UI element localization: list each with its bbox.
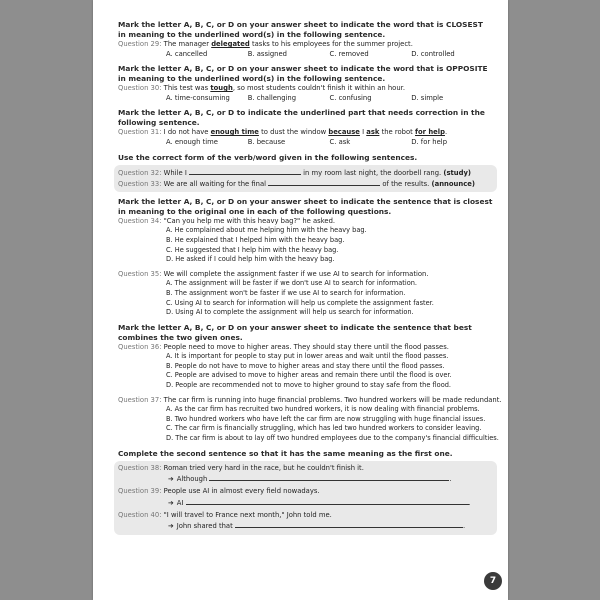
option-a[interactable]: A. It is important for people to stay put in lower areas and wait until the flood passes. <box>166 352 449 361</box>
question-29: Question 29: The manager delegated tasks to his employees for the summer project. <box>118 40 413 48</box>
option-c[interactable]: C. removed <box>329 49 369 58</box>
option-b[interactable]: B. Two hundred workers who have left the car firm are now struggling with huge financial issues. <box>166 414 486 423</box>
question-39: Question 39: People use AI in almost every field nowadays. <box>118 487 320 496</box>
answer-blank[interactable] <box>189 167 301 175</box>
option-a[interactable]: A. time-consuming <box>166 93 230 102</box>
question-number: Question 40: <box>118 510 162 519</box>
question-40: Question 40: "I will travel to France next month," John told me. <box>118 510 332 519</box>
options-30 <box>118 94 493 104</box>
question-31: Question 31: I do not have enough time to dust the window because I ask the robot for help. <box>118 128 448 137</box>
option-d[interactable]: D. simple <box>411 93 444 102</box>
answer-line-38: ➔ Although . <box>168 475 452 484</box>
answer-blank[interactable] <box>186 497 469 505</box>
instruction-opposite: Mark the letter A, B, C, or D on your answer sheet to indicate the word that is OPPOSITE in meaning to the underlined word(s) in the following sentence. <box>118 64 488 84</box>
answer-line-40: ➔ John shared that . <box>168 522 466 531</box>
question-35: Question 35: We will complete the assignment faster if we use AI to search for information. <box>118 269 429 278</box>
option-b[interactable]: B. challenging <box>247 93 297 102</box>
option-b[interactable]: B. The assignment won't be faster if we use AI to search for information. <box>166 288 406 297</box>
underlined-word: delegated <box>211 40 250 48</box>
option-c[interactable]: C. The car firm is financially struggling, which has led two hundred workers to consider leaving. <box>166 424 482 433</box>
option-d[interactable]: D. for help <box>411 137 448 146</box>
question-number: Question 29: <box>118 40 162 48</box>
instruction-verbform: Use the correct form of the verb/word given in the following sentences. <box>118 152 418 162</box>
instruction-correction: Mark the letter A, B, C, or D to indicate the underlined part that needs correction in the following sentence. <box>118 108 485 128</box>
option-c[interactable]: C. People are advised to move to higher areas and remain there until the flood is over. <box>166 371 452 380</box>
question-number: Question 36: <box>118 342 162 351</box>
option-a[interactable]: A. enough time <box>166 137 218 146</box>
option-c[interactable]: C. ask <box>329 137 351 146</box>
underlined-part-a: enough time <box>210 128 259 137</box>
option-b[interactable]: B. He explained that I helped him with the heavy bag. <box>166 235 345 244</box>
instruction-closest-sentence: Mark the letter A, B, C, or D on your answer sheet to indicate the sentence that is closest in meaning to the original one in each of the following questions. <box>118 196 493 216</box>
worksheet-page <box>93 0 508 600</box>
option-b[interactable]: B. because <box>247 137 286 146</box>
question-number: Question 31: <box>118 128 162 137</box>
answer-blank[interactable] <box>209 473 449 481</box>
option-c[interactable]: C. Using AI to search for information will help us complete the assignment faster. <box>166 298 434 307</box>
rewrite-box <box>114 461 497 536</box>
question-number: Question 37: <box>118 395 162 404</box>
question-number: Question 32: <box>118 168 162 177</box>
option-a[interactable]: A. cancelled <box>166 49 208 58</box>
answer-line-39: ➔ AI . <box>168 498 471 507</box>
answer-blank[interactable] <box>235 520 463 528</box>
option-d[interactable]: D. The car firm is about to lay off two hundred employees due to the company's financial difficulties. <box>166 434 499 443</box>
page-number: 7 <box>484 572 502 590</box>
question-36: Question 36: People need to move to higher areas. They should stay there until the flood passes. <box>118 342 449 351</box>
underlined-word: tough <box>210 84 233 93</box>
worksheet-content <box>118 20 502 537</box>
question-32: Question 32: While I in my room last night, the doorbell rang. (study) <box>118 168 472 177</box>
option-c[interactable]: C. confusing <box>329 93 372 102</box>
option-d[interactable]: D. Using AI to complete the assignment will help us search for information. <box>166 308 414 317</box>
option-a[interactable]: A. He complained about me helping him with the heavy bag. <box>166 226 367 235</box>
arrow-icon: ➔ <box>168 475 174 484</box>
question-number: Question 39: <box>118 487 162 496</box>
instruction-closest: Mark the letter A, B, C, or D on your answer sheet to indicate the word that is CLOSEST in meaning to the underlined word(s) in the following sentence. <box>118 20 483 39</box>
question-34: Question 34: "Can you help me with this heavy bag?" he asked. <box>118 216 336 225</box>
option-d[interactable]: D. controlled <box>411 49 455 58</box>
option-c[interactable]: C. He suggested that I help him with the heavy bag. <box>166 245 339 254</box>
verb-hint: (study) <box>443 168 472 177</box>
instruction-rewrite: Complete the second sentence so that it has the same meaning as the first one. <box>118 448 453 458</box>
option-d[interactable]: D. He asked if I could help him with the heavy bag. <box>166 255 335 264</box>
underlined-part-d: for help <box>414 128 445 137</box>
answer-blank[interactable] <box>268 178 380 186</box>
option-b[interactable]: B. People do not have to move to higher areas and stay there until the flood passes. <box>166 361 445 370</box>
underlined-part-b: because <box>328 128 360 137</box>
arrow-icon: ➔ <box>168 498 174 507</box>
question-number: Question 34: <box>118 216 162 225</box>
options-31 <box>118 138 493 148</box>
options-29 <box>118 50 493 60</box>
question-30: Question 30: This test was tough, so most students couldn't finish it within an hour. <box>118 84 405 93</box>
verb-hint: (announce) <box>431 180 475 189</box>
question-33: Question 33: We are all waiting for the final of the results. (announce) <box>118 180 475 189</box>
option-b[interactable]: B. assigned <box>247 49 287 58</box>
question-37: Question 37: The car firm is running into huge financial problems. Two hundred workers will be made redundant. <box>118 395 502 404</box>
option-d[interactable]: D. People are recommended not to move to higher ground to stay safe from the flood. <box>166 381 452 390</box>
option-a[interactable]: A. The assignment will be faster if we don't use AI to search for information. <box>166 279 417 288</box>
underlined-part-c: ask <box>366 128 380 137</box>
question-38: Question 38: Roman tried very hard in the race, but he couldn't finish it. <box>118 463 364 472</box>
option-a[interactable]: A. As the car firm has recruited two hundred workers, it is now dealing with financial problems. <box>166 405 480 414</box>
arrow-icon: ➔ <box>168 522 174 531</box>
instruction-combine: Mark the letter A, B, C, or D on your answer sheet to indicate the sentence that best combines the two given ones. <box>118 322 472 342</box>
question-number: Question 30: <box>118 84 162 93</box>
question-number: Question 33: <box>118 180 162 189</box>
question-number: Question 35: <box>118 269 162 278</box>
question-number: Question 38: <box>118 463 162 472</box>
verbform-box <box>114 165 497 192</box>
